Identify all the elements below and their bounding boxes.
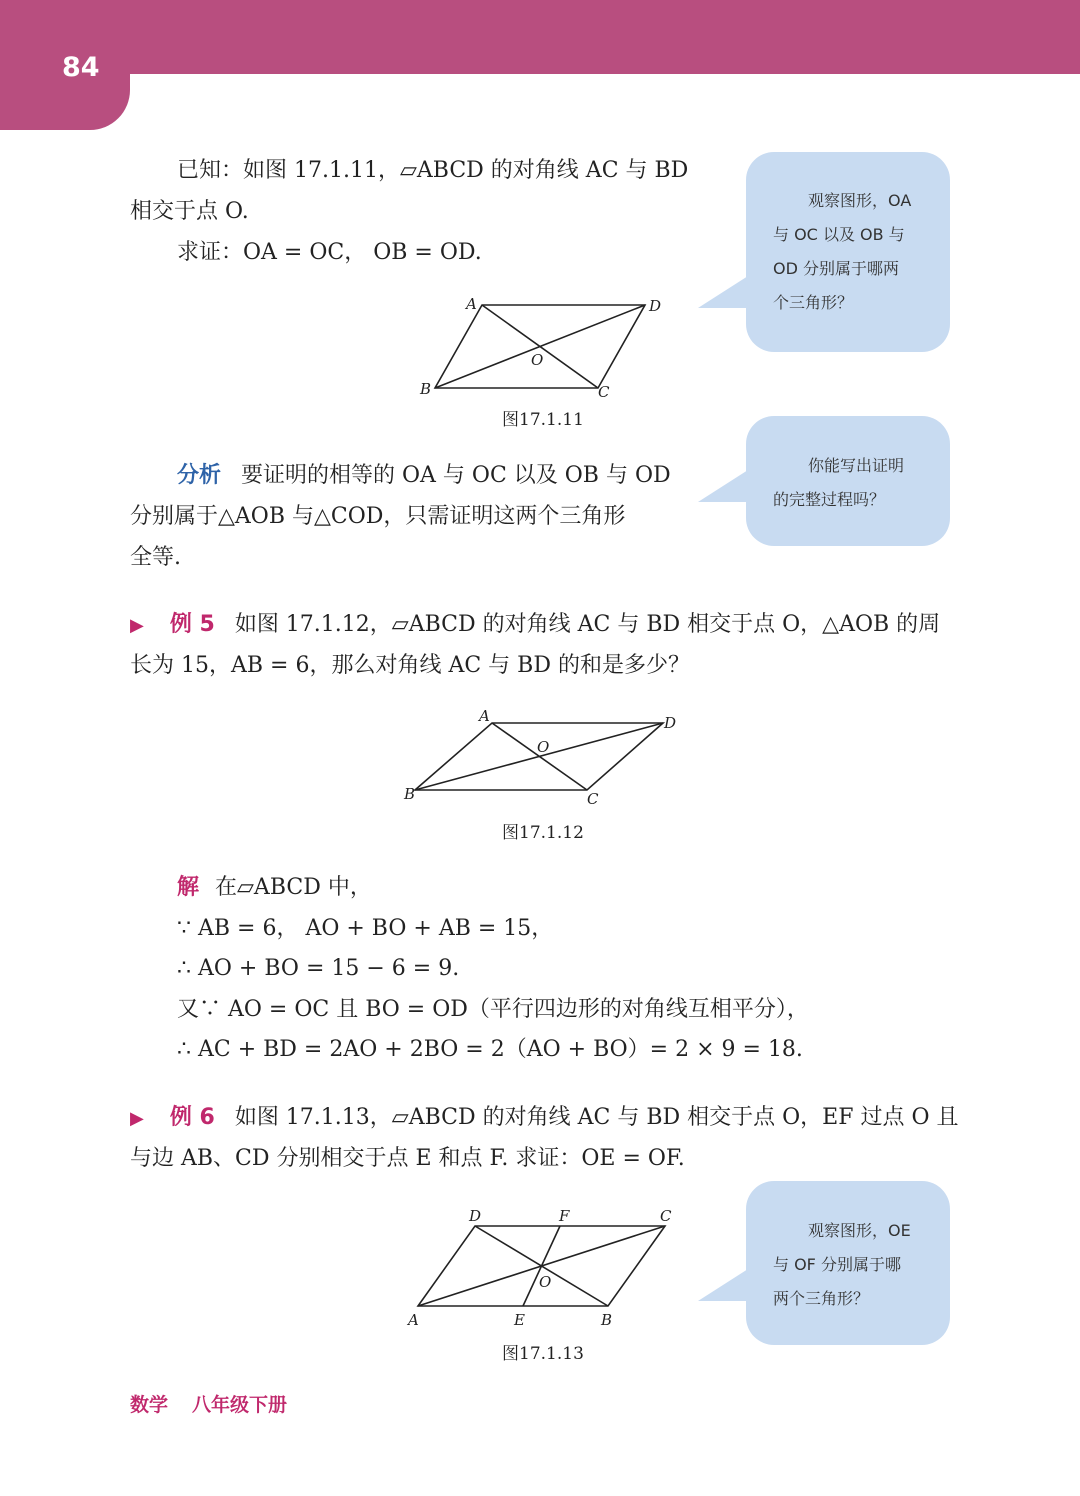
solution-line-4: 又∵ AO = OC 且 BO = OD（平行四边形的对角线互相平分），: [177, 997, 809, 1022]
page-number: 84: [62, 52, 100, 83]
solution-line-3: ∴ AO + BO = 15 − 6 = 9.: [177, 956, 460, 981]
label-a: A: [479, 707, 490, 725]
bubble-1-line-3: OD 分别属于哪两: [773, 259, 900, 278]
hint-bubble-1: [746, 152, 950, 352]
bubble-2-line-1: 你能写出证明: [808, 456, 905, 475]
analysis-line-2: 分别属于△AOB 与△COD，只需证明这两个三角形: [130, 504, 626, 529]
example-6-label: 例 6: [169, 1105, 215, 1130]
figure-17-1-13: [400, 1205, 690, 1335]
example-5-marker-icon: ▶: [130, 615, 144, 636]
analysis-line-3: 全等.: [130, 545, 181, 570]
bubble-3-line-3: 两个三角形？: [773, 1289, 870, 1308]
figure-17-1-11: [400, 290, 680, 410]
bubble-1-line-2: 与 OC 以及 OB 与: [773, 225, 905, 244]
footer: [130, 1390, 287, 1417]
given-line-1: 已知：如图 17.1.11，▱ABCD 的对角线 AC 与 BD: [177, 158, 689, 183]
hint-bubble-2: [746, 416, 950, 546]
example-5-text-1: 如图 17.1.12，▱ABCD 的对角线 AC 与 BD 相交于点 O，△AOB 的周: [234, 612, 941, 637]
given-line-2: 相交于点 O.: [130, 199, 249, 224]
bubble-1-line-4: 个三角形？: [773, 293, 854, 312]
segment-ef: [523, 1226, 560, 1306]
label-c: C: [660, 1207, 672, 1225]
label-o: O: [531, 351, 544, 369]
solution-label: 解: [177, 875, 200, 900]
label-d: D: [649, 297, 662, 315]
label-d: D: [664, 714, 677, 732]
label-b: B: [601, 1311, 613, 1329]
analysis-text-1: 要证明的相等的 OA 与 OC 以及 OB 与 OD: [241, 463, 671, 488]
label-o: O: [537, 738, 550, 756]
analysis-label: 分析: [177, 463, 222, 488]
example-6-line-1: [130, 1097, 959, 1139]
figure-caption-2: 图17.1.12: [502, 823, 584, 843]
figure-caption-1: 图17.1.11: [502, 410, 584, 430]
figure-17-1-12: [395, 705, 695, 815]
example-5-label: 例 5: [169, 612, 215, 637]
figure-caption-3: 图17.1.13: [502, 1344, 584, 1364]
bubble-2-line-2: 的完整过程吗？: [773, 490, 886, 509]
example-6-text-1: 如图 17.1.13，▱ABCD 的对角线 AC 与 BD 相交于点 O，EF 过点 O 且: [234, 1105, 959, 1130]
header-bar: [0, 0, 1080, 74]
bubble-3-line-1: 观察图形，OE: [808, 1221, 911, 1240]
solution-text-1: 在▱ABCD 中，: [215, 875, 372, 900]
label-d: D: [469, 1207, 482, 1225]
example-5-line-1: [130, 604, 940, 646]
label-e: E: [514, 1311, 525, 1329]
solution-line-5: ∴ AC + BD = 2AO + 2BO = 2（AO + BO）= 2 × 9 = 18.: [177, 1037, 803, 1062]
label-b: B: [404, 785, 416, 803]
label-c: C: [587, 790, 599, 808]
bubble-1-line-1: 观察图形，OA: [808, 191, 912, 210]
bubble-3-line-2: 与 OF 分别属于哪: [773, 1255, 901, 1274]
label-c: C: [598, 383, 610, 401]
label-a: A: [466, 295, 477, 313]
label-b: B: [420, 380, 432, 398]
analysis-line-1: [177, 455, 671, 496]
example-6-line-2: 与边 AB、CD 分别相交于点 E 和点 F. 求证：OE = OF.: [130, 1146, 685, 1171]
footer-subject: 数学: [130, 1394, 169, 1416]
diagonal-bd: [435, 305, 645, 388]
hint-bubble-3: [746, 1181, 950, 1345]
solution-line-1: [177, 867, 372, 908]
label-f: F: [559, 1207, 570, 1225]
label-o: O: [539, 1273, 552, 1291]
footer-grade: 八年级下册: [192, 1394, 288, 1416]
example-6-marker-icon: ▶: [130, 1108, 144, 1129]
prove-line: 求证：OA = OC， OB = OD.: [177, 240, 482, 265]
example-5-line-2: 长为 15，AB = 6，那么对角线 AC 与 BD 的和是多少？: [130, 653, 690, 678]
label-a: A: [408, 1311, 419, 1329]
solution-line-2: ∵ AB = 6， AO + BO + AB = 15，: [177, 916, 554, 941]
